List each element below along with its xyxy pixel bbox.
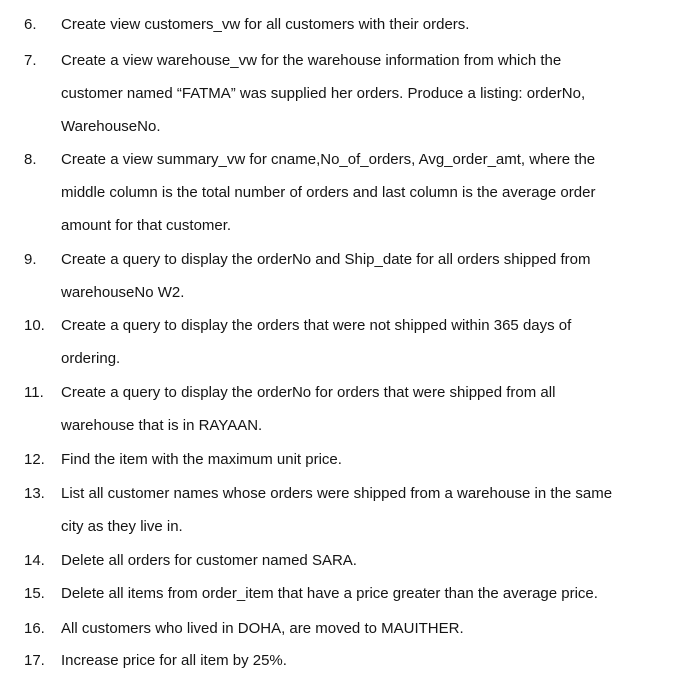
item-text-continuation: WarehouseNo.: [61, 118, 161, 135]
list-item-line: [24, 477, 684, 510]
list-item-line: [24, 644, 684, 677]
list-item-line: [24, 376, 684, 409]
list-item: [24, 309, 684, 375]
list-item-line: [24, 8, 684, 41]
list-item: [24, 612, 684, 645]
item-number: 10.: [24, 317, 45, 334]
list-item: [24, 243, 684, 309]
item-number: 13.: [24, 485, 45, 502]
item-text: Delete all orders for customer named SARA.: [61, 552, 357, 569]
item-number: 17.: [24, 652, 45, 669]
item-text-continuation: customer named “FATMA” was supplied her orders. Produce a listing: orderNo,: [61, 85, 586, 102]
item-number: 11.: [24, 384, 44, 401]
item-number: 12.: [24, 451, 45, 468]
list-item: [24, 577, 684, 610]
item-text: Create view customers_vw for all customers with their orders.: [61, 16, 470, 33]
item-number: 7.: [24, 52, 37, 69]
list-item-line: [24, 243, 684, 276]
list-item: [24, 44, 684, 143]
item-text-continuation: city as they live in.: [61, 518, 183, 535]
item-number: 14.: [24, 552, 45, 569]
item-number: 15.: [24, 585, 45, 602]
list-item-line: [24, 309, 684, 342]
list-item: [24, 644, 684, 677]
item-number: 16.: [24, 620, 45, 637]
item-text: Find the item with the maximum unit price.: [61, 451, 342, 468]
list-item-line: [24, 443, 684, 476]
list-item-line: [24, 44, 684, 77]
item-text: List all customer names whose orders were shipped from a warehouse in the same: [61, 485, 613, 502]
item-text-continuation: warehouse that is in RAYAAN.: [61, 417, 263, 434]
item-number: 9.: [24, 251, 37, 268]
item-text: Create a view warehouse_vw for the warehouse information from which the: [61, 52, 562, 69]
item-number: 6.: [24, 16, 37, 33]
item-text: All customers who lived in DOHA, are moved to MAUITHER.: [61, 620, 464, 637]
list-item-line: [24, 143, 684, 176]
item-text: Delete all items from order_item that have a price greater than the average price.: [61, 585, 598, 602]
list-item: [24, 143, 684, 242]
list-item-line: [24, 612, 684, 645]
item-text: Create a query to display the orderNo and Ship_date for all orders shipped from: [61, 251, 591, 268]
item-text: Increase price for all item by 25%.: [61, 652, 287, 669]
list-item: [24, 443, 684, 476]
item-text: Create a view summary_vw for cname,No_of_orders, Avg_order_amt, where the: [61, 151, 596, 168]
list-item-line: [24, 577, 684, 610]
item-text-continuation: ordering.: [61, 350, 121, 367]
list-item: [24, 8, 684, 41]
list-item-line: [24, 544, 684, 577]
item-text: Create a query to display the orderNo for orders that were shipped from all: [61, 384, 556, 401]
item-text-continuation: middle column is the total number of orders and last column is the average order: [61, 184, 596, 201]
item-text-continuation: amount for that customer.: [61, 217, 232, 234]
list-item: [24, 477, 684, 543]
item-text: Create a query to display the orders that were not shipped within 365 days of: [61, 317, 572, 334]
item-text-continuation: warehouseNo W2.: [61, 284, 185, 301]
list-item: [24, 376, 684, 442]
list-item: [24, 544, 684, 577]
item-number: 8.: [24, 151, 37, 168]
